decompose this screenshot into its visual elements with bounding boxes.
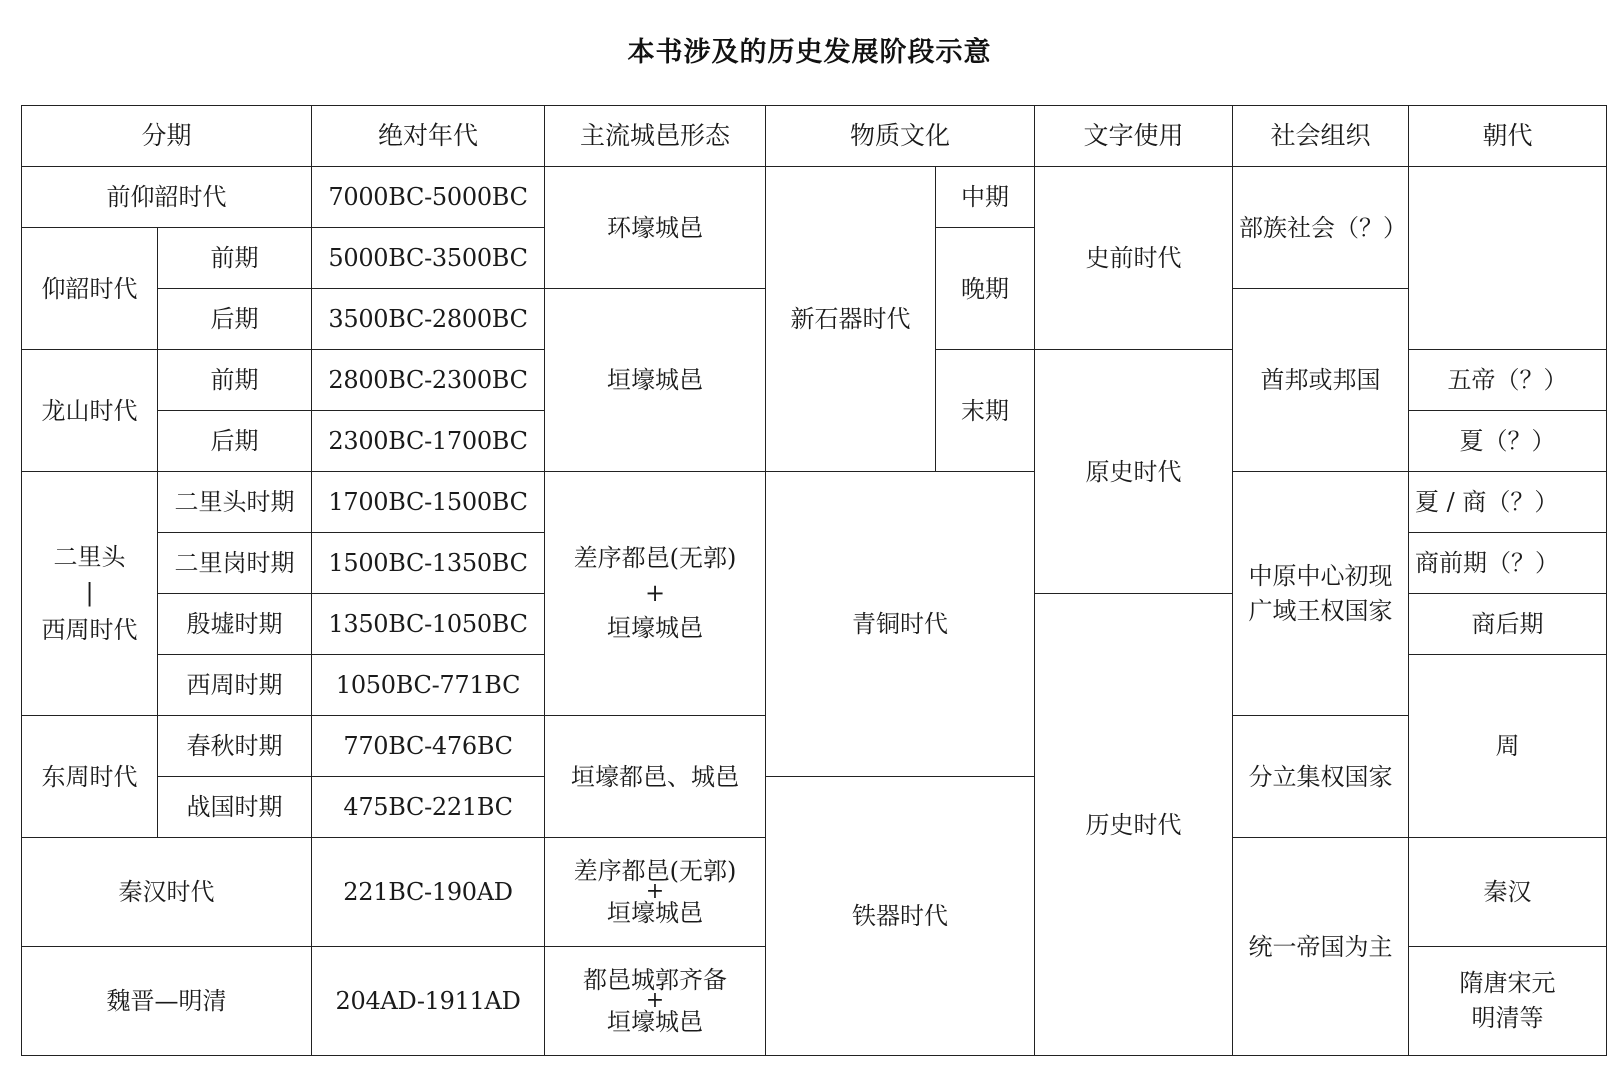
city-tiered-capital [545,472,766,716]
city-full-walls [545,947,766,1056]
years-wei-jin-ming-qing: 204AD-1911AD [312,947,545,1056]
material-neolithic-middle: 中期 [936,167,1035,228]
header-period: 分期 [22,106,312,167]
header-material: 物质文化 [766,106,1035,167]
table-row [22,472,1607,533]
city-tiered-capital-b-line1: 差序都邑(无郭) [573,856,737,885]
header-dynasty: 朝代 [1409,106,1607,167]
dynasty-later-line1: 隋唐宋元 [1459,969,1556,998]
period-warring-states: 战国时期 [158,777,312,838]
history-stages-table [21,105,1607,1056]
dynasty-early-shang: 商前期（？） [1409,533,1607,594]
society-divided: 分立集权国家 [1233,716,1409,838]
society-unified: 统一帝国为主 [1233,838,1409,1056]
period-western-zhou: 西周时期 [158,655,312,716]
society-central-line2: 广域王权国家 [1248,596,1393,625]
dynasty-xia-shang: 夏 / 商（？） [1409,472,1607,533]
dynasty-wudi: 五帝（？） [1409,350,1607,411]
period-longshan-early: 前期 [158,350,312,411]
period-erligang: 二里岗时期 [158,533,312,594]
material-bronze: 青铜时代 [766,472,1035,777]
city-tiered-capital-b [545,838,766,947]
years-yangshao-late: 3500BC-2800BC [312,289,545,350]
society-tribal: 部族社会（？） [1233,167,1409,289]
writing-protohistoric: 原史时代 [1035,350,1233,594]
period-wei-jin-ming-qing: 魏晋—明清 [22,947,312,1056]
material-iron: 铁器时代 [766,777,1035,1056]
header-years: 绝对年代 [312,106,545,167]
material-neolithic-final: 末期 [936,350,1035,472]
years-longshan-early: 2800BC-2300BC [312,350,545,411]
period-eastern-zhou: 东周时代 [22,716,158,838]
header-writing: 文字使用 [1035,106,1233,167]
period-erlitou-label-bottom: 西周时代 [41,615,138,644]
dynasty-empty [1409,167,1607,350]
history-table-container [21,105,1607,1056]
dynasty-later [1409,947,1607,1056]
material-neolithic: 新石器时代 [766,167,936,472]
city-moat: 环壕城邑 [545,167,766,289]
period-erlitou-western-zhou [22,472,158,716]
period-yangshao-late: 后期 [158,289,312,350]
header-society: 社会组织 [1233,106,1409,167]
period-erlitou: 二里头时期 [158,472,312,533]
city-full-walls-line1: 都邑城郭齐备 [583,965,728,994]
years-qin-han: 221BC-190AD [312,838,545,947]
page-title: 本书涉及的历史发展阶段示意 [627,37,992,68]
city-tiered-capital-line1: 差序都邑(无郭) [573,544,737,573]
years-yangshao-early: 5000BC-3500BC [312,228,545,289]
years-erligang: 1500BC-1350BC [312,533,545,594]
table-row [22,167,1607,228]
society-central-line1: 中原中心初现 [1248,561,1393,590]
header-city: 主流城邑形态 [545,106,766,167]
writing-historic: 历史时代 [1035,594,1233,1056]
dynasty-zhou: 周 [1409,655,1607,838]
years-pre-yangshao: 7000BC-5000BC [312,167,545,228]
writing-prehistoric: 史前时代 [1035,167,1233,350]
city-full-walls-line2: 垣壕城邑 [607,1007,704,1036]
dynasty-qin-han: 秦汉 [1409,838,1607,947]
period-qin-han: 秦汉时代 [22,838,312,947]
period-yangshao-early: 前期 [158,228,312,289]
years-spring-autumn: 770BC-476BC [312,716,545,777]
period-spring-autumn: 春秋时期 [158,716,312,777]
dynasty-later-line2: 明清等 [1471,1004,1544,1032]
city-wall-moat: 垣壕城邑 [545,289,766,472]
society-central [1233,472,1409,716]
years-longshan-late: 2300BC-1700BC [312,411,545,472]
years-western-zhou: 1050BC-771BC [312,655,545,716]
city-capital-and-city: 垣壕都邑、城邑 [545,716,766,838]
years-yinxu: 1350BC-1050BC [312,594,545,655]
table-header-row [22,106,1607,167]
period-erlitou-label-bar: | [85,579,94,608]
period-yangshao: 仰韶时代 [22,228,158,350]
period-pre-yangshao: 前仰韶时代 [22,167,312,228]
dynasty-xia: 夏（？） [1409,411,1607,472]
city-tiered-capital-line2: 垣壕城邑 [607,613,704,642]
city-tiered-capital-b-plus: + [645,879,665,905]
city-full-walls-plus: + [645,988,665,1014]
period-yinxu: 殷墟时期 [158,594,312,655]
city-tiered-capital-b-line2: 垣壕城邑 [607,898,704,927]
years-warring-states: 475BC-221BC [312,777,545,838]
period-longshan: 龙山时代 [22,350,158,472]
period-erlitou-label-top: 二里头 [53,542,126,571]
material-neolithic-late: 晚期 [936,228,1035,350]
years-erlitou: 1700BC-1500BC [312,472,545,533]
city-tiered-capital-plus: + [644,579,666,608]
period-longshan-late: 后期 [158,411,312,472]
dynasty-late-shang: 商后期 [1409,594,1607,655]
society-chiefdom: 酋邦或邦国 [1233,289,1409,472]
